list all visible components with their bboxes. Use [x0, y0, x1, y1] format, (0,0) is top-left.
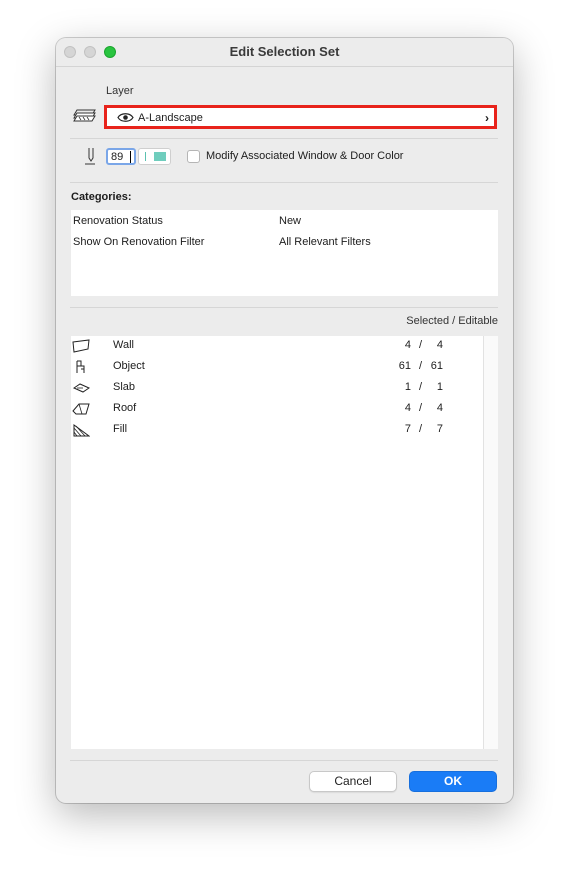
ok-button[interactable]: OK	[409, 771, 497, 792]
fill-icon	[72, 423, 90, 437]
divider	[70, 760, 498, 761]
layers-icon	[73, 108, 97, 124]
categories-list	[71, 210, 498, 296]
modify-window-door-color-checkbox[interactable]	[187, 150, 200, 163]
slab-icon	[72, 381, 90, 395]
pen-color-swatch	[154, 152, 166, 161]
pen-color-button[interactable]	[138, 148, 171, 165]
window-title: Edit Selection Set	[229, 44, 340, 59]
category-key: Renovation Status	[73, 215, 163, 227]
count-separator: /	[419, 360, 423, 372]
pen-icon	[83, 147, 97, 165]
text-caret	[130, 151, 131, 163]
count-separator: /	[419, 402, 423, 414]
count-separator: /	[419, 381, 423, 393]
cancel-button[interactable]: Cancel	[309, 771, 397, 792]
count-separator: /	[419, 339, 423, 351]
type-name: Fill	[113, 423, 128, 435]
divider	[70, 307, 498, 308]
layer-name: A-Landscape	[138, 112, 203, 124]
list-scrollbar[interactable]	[483, 336, 498, 749]
object-icon	[72, 360, 90, 374]
count-separator: /	[419, 423, 423, 435]
list-item[interactable]	[71, 357, 483, 377]
category-value: All Relevant Filters	[279, 236, 371, 248]
divider	[70, 138, 498, 139]
selected-count: 61	[398, 360, 411, 372]
list-item[interactable]	[71, 336, 483, 356]
editable-count: 4	[436, 339, 443, 351]
category-row[interactable]	[73, 236, 493, 254]
list-item[interactable]	[71, 399, 483, 419]
selected-count: 4	[404, 402, 411, 414]
visibility-eye-icon	[117, 112, 134, 123]
category-key: Show On Renovation Filter	[73, 236, 205, 248]
chevron-right-icon: ›	[485, 111, 489, 125]
modify-window-door-color-label[interactable]: Modify Associated Window & Door Color	[206, 150, 404, 162]
element-types-list	[71, 336, 498, 749]
category-row[interactable]	[73, 215, 493, 233]
editable-count: 61	[430, 360, 443, 372]
divider	[70, 182, 498, 183]
editable-count: 7	[436, 423, 443, 435]
type-name: Roof	[113, 402, 137, 414]
roof-icon	[72, 402, 90, 416]
type-name: Slab	[113, 381, 136, 393]
edit-selection-set-dialog	[56, 38, 513, 803]
list-item[interactable]	[71, 378, 483, 398]
pen-line-preview	[145, 152, 146, 161]
pen-number-value: 89	[111, 151, 124, 163]
categories-title: Categories:	[71, 191, 132, 203]
layer-label: Layer	[106, 85, 134, 97]
wall-icon	[72, 339, 90, 353]
layer-selector[interactable]	[104, 105, 497, 129]
selected-count: 1	[404, 381, 411, 393]
selected-count: 4	[404, 339, 411, 351]
selected-count: 7	[404, 423, 411, 435]
title-bar	[56, 38, 513, 67]
category-value: New	[279, 215, 302, 227]
editable-count: 4	[436, 402, 443, 414]
type-name: Object	[113, 360, 145, 372]
list-item[interactable]	[71, 420, 483, 440]
pen-number-input[interactable]	[106, 148, 136, 165]
type-name: Wall	[113, 339, 134, 351]
editable-count: 1	[436, 381, 443, 393]
selected-editable-header: Selected / Editable	[406, 315, 498, 327]
